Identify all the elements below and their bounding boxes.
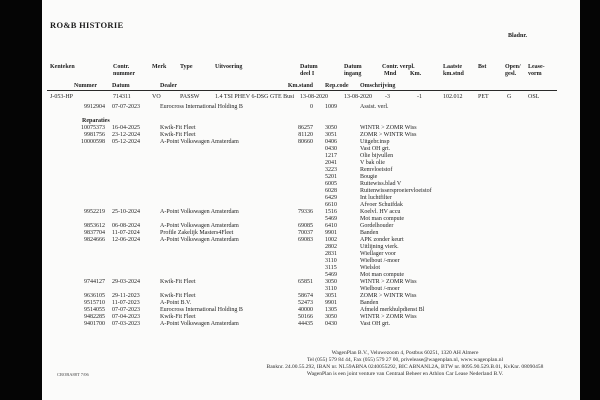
- repair-km-stand: 65851: [298, 278, 313, 285]
- repair-code: 6028: [325, 187, 337, 194]
- form-code: CROBA88T 7/06: [57, 372, 89, 377]
- repair-km-stand: 79336: [298, 208, 313, 215]
- repair-number: 9515710: [84, 299, 105, 306]
- col-nummer: Nummer: [74, 83, 97, 89]
- col-dealer: Dealer: [160, 83, 177, 89]
- repair-description: Wiellager voor: [360, 250, 396, 257]
- repair-line: [0, 321, 600, 328]
- repair-code: 3050: [325, 278, 337, 285]
- contract-leasevorm: OSL: [528, 94, 540, 100]
- repair-date: 12-06-2024: [112, 236, 140, 243]
- repair-dealer: Kwik-Fit Fleet: [160, 278, 196, 285]
- repair-dealer: Kwik-Fit Fleet: [160, 124, 196, 131]
- col-contr-verpl: Contr. verpl.: [382, 64, 415, 70]
- repair-number: 9514055: [84, 306, 105, 313]
- repair-description: Wielslot: [360, 264, 381, 271]
- repair-km-stand: 69083: [298, 236, 313, 243]
- repair-code: 3223: [325, 166, 337, 173]
- repair-code: 2802: [325, 243, 337, 250]
- header-rule: [47, 90, 557, 91]
- footer: [205, 350, 600, 378]
- contract-datum-deel1: 13-08-2020: [300, 94, 328, 100]
- repair-km-stand: 58674: [298, 292, 313, 299]
- repair-code: 3110: [325, 285, 337, 292]
- repair-km-stand: 81120: [298, 131, 313, 138]
- repair-date: 07-04-2023: [112, 313, 140, 320]
- repair-description: Gordelhouder: [360, 222, 394, 229]
- repair-line: [0, 111, 600, 118]
- repair-line: [0, 181, 600, 188]
- col-omschrijving: Omschrijving: [360, 83, 396, 89]
- contract-nummer: 714311: [113, 94, 131, 100]
- repair-code: 3050: [325, 124, 337, 131]
- repair-description: Banden: [360, 299, 379, 306]
- col-open-2: gesl.: [505, 71, 517, 77]
- repair-line: [0, 139, 600, 146]
- col-laatste-2: km.stnd: [443, 71, 464, 77]
- page-number-label: Bladnr.: [508, 33, 527, 39]
- col-km-stand: Km.stand: [287, 83, 313, 89]
- repair-km-stand: 52473: [298, 299, 313, 306]
- repair-date: 25-10-2024: [112, 208, 140, 215]
- repair-date: 29-11-2023: [112, 292, 140, 299]
- col-datum-deel1-1: Datum: [300, 64, 318, 70]
- repair-line: [0, 209, 600, 216]
- repair-line: [0, 286, 600, 293]
- repair-description: Banden: [360, 229, 379, 236]
- repair-code: 3051: [325, 292, 337, 299]
- repair-date: 29-03-2024: [112, 278, 140, 285]
- repair-code: 0430: [325, 320, 337, 327]
- repair-code: 9901: [325, 229, 337, 236]
- repair-line: [0, 244, 600, 251]
- repair-code: 9901: [325, 299, 337, 306]
- col-datum-deel1-2: deel I: [300, 71, 315, 77]
- repair-line: [0, 223, 600, 230]
- repair-line: [0, 300, 600, 307]
- repair-code: 6429: [325, 194, 337, 201]
- repair-date: 07-07-2023: [112, 306, 140, 313]
- contract-datum-ingang: 13-08-2020: [344, 94, 372, 100]
- repair-description: WINTR > ZOMR Wiss: [360, 278, 417, 285]
- repair-date: 23-12-2024: [112, 131, 140, 138]
- repair-number: 10000598: [81, 138, 105, 145]
- repair-description: WINTR > ZOMR Wiss: [360, 313, 417, 320]
- repair-line: [0, 153, 600, 160]
- repair-number: 9912904: [84, 103, 105, 110]
- repair-line: [0, 293, 600, 300]
- repair-code: 0430: [325, 145, 337, 152]
- repair-date: 07-03-2023: [112, 320, 140, 327]
- repair-code: 1305: [325, 306, 337, 313]
- section-label: Reparaties: [82, 117, 110, 124]
- repair-description: WINTR > ZOMR Wiss: [360, 124, 417, 131]
- repair-code: 1217: [325, 152, 337, 159]
- repair-dealer: Kwik-Fit Fleet: [160, 313, 196, 320]
- repair-line: [0, 314, 600, 321]
- col-rep-code: Rep.code: [325, 83, 349, 89]
- repair-lines: [0, 104, 600, 328]
- repair-code: 0406: [325, 138, 337, 145]
- contract-verpl-km: -1: [417, 94, 422, 100]
- repair-line: [0, 188, 600, 195]
- repair-number: 9744127: [84, 278, 105, 285]
- repair-description: Koelvl. HV accu: [360, 208, 401, 215]
- contract-kenteken: J-053-HP: [50, 94, 74, 100]
- col-contr-nummer-2: nummer: [113, 71, 135, 77]
- repair-description: Vast OH grt.: [360, 145, 391, 152]
- repair-km-stand: 44435: [298, 320, 313, 327]
- repair-description: Int luchtfilter: [360, 194, 392, 201]
- repair-code: 3050: [325, 313, 337, 320]
- repair-km-stand: 80660: [298, 138, 313, 145]
- footer-bank: Banknr. 24.00.55.292, IBAN nr. NL59ABNA 0240055292, BIC ABNANL2A, BTW nr. 8095.90.529.B.01, KvKnr. 08090458: [266, 364, 544, 370]
- repair-code: 6410: [325, 222, 337, 229]
- repair-description: Mot man compute: [360, 215, 404, 222]
- repair-dealer: Eurocross International Holding B: [160, 306, 243, 313]
- col-open-1: Open/: [505, 64, 521, 70]
- repair-description: Ruitewiss.blad V: [360, 180, 402, 187]
- repair-code: 5469: [325, 215, 337, 222]
- repair-code: 3110: [325, 257, 337, 264]
- repair-description: Wielbout /-moer: [360, 285, 400, 292]
- col-bst: Bst: [478, 64, 487, 70]
- col-type: Type: [180, 64, 193, 70]
- repair-line: [0, 216, 600, 223]
- repair-code: 1009: [325, 103, 337, 110]
- repair-number: 9981756: [84, 131, 105, 138]
- repair-description: Vast OH grt.: [360, 320, 391, 327]
- repair-code: 1516: [325, 208, 337, 215]
- repair-line: [0, 272, 600, 279]
- repair-description: Afvoer Schuifdak: [360, 201, 403, 208]
- repair-line: [0, 174, 600, 181]
- repair-dealer: Eurocross International Holding B: [160, 103, 243, 110]
- repair-number: 9824666: [84, 236, 105, 243]
- repair-dealer: A-Point Volkswagen Amsterdam: [160, 208, 239, 215]
- repair-dealer: Profile Zakelijk Masters4Fleet: [160, 229, 234, 236]
- repair-description: Bougie: [360, 173, 378, 180]
- repair-line: [0, 258, 600, 265]
- repair-dealer: Kwik-Fit Fleet: [160, 131, 196, 138]
- repair-line: [0, 104, 600, 111]
- repair-dealer: A-Point Volkswagen Amsterdam: [160, 320, 239, 327]
- repair-line: [0, 265, 600, 272]
- repair-line: [0, 125, 600, 132]
- repair-number: 9401700: [84, 320, 105, 327]
- col-lease-2: vorm: [528, 71, 542, 77]
- repair-line: [0, 195, 600, 202]
- repair-description: ZOMR > WINTR Wiss: [360, 292, 417, 299]
- contract-merk: VO: [152, 94, 161, 100]
- repair-description: Ruitenwissersproeiervloeistof: [360, 187, 432, 194]
- repair-date: 05-12-2024: [112, 138, 140, 145]
- col-uitvoering: Uitvoering: [215, 64, 243, 70]
- col-laatste-1: Laatste: [443, 64, 462, 70]
- repair-km-stand: 86257: [298, 124, 313, 131]
- col-verpl-km: Km.: [410, 71, 422, 77]
- repair-line: [0, 202, 600, 209]
- repair-date: 11-07-2023: [112, 299, 140, 306]
- repair-code: 1002: [325, 236, 337, 243]
- document-title: RO&B HISTORIE: [50, 20, 124, 30]
- repair-date: 06-08-2024: [112, 222, 140, 229]
- repair-km-stand: 69085: [298, 222, 313, 229]
- footer-jointventure: WagenPlan is een joint venture van Centraal Beheer en Athlon Car Lease Nederland B.V.: [306, 371, 504, 377]
- col-merk: Merk: [152, 64, 167, 70]
- repair-description: Assist. verl.: [360, 103, 389, 110]
- repair-line: [0, 146, 600, 153]
- repair-line: [0, 237, 600, 244]
- repair-date: 11-07-2024: [112, 229, 140, 236]
- repair-dealer: A-Point Volkswagen Amsterdam: [160, 236, 239, 243]
- repair-number: 10075373: [81, 124, 105, 131]
- repair-description: APK zonder keurt: [360, 236, 404, 243]
- contract-type: PASSW: [180, 94, 200, 100]
- repair-date: 07-07-2023: [112, 103, 140, 110]
- repair-line: [0, 118, 600, 125]
- repair-dealer: A-Point B.V.: [160, 299, 192, 306]
- contract-verpl-mnd: -3: [385, 94, 390, 100]
- repair-description: Mot man compute: [360, 271, 404, 278]
- repair-code: 6610: [325, 201, 337, 208]
- repair-description: Remvloeistof: [360, 166, 393, 173]
- repair-dealer: A-Point Volkswagen Amsterdam: [160, 222, 239, 229]
- repair-line: [0, 307, 600, 314]
- repair-dealer: A-Point Volkswagen Amsterdam: [160, 138, 239, 145]
- repair-date: 16-04-2025: [112, 124, 140, 131]
- col-lease-1: Lease-: [528, 64, 545, 70]
- repair-km-stand: 50166: [298, 313, 313, 320]
- repair-description: V bak olie: [360, 159, 385, 166]
- col-datum-ingang-2: ingang: [344, 71, 362, 77]
- repair-description: Wielbout /-moer: [360, 257, 400, 264]
- footer-contact: Tel (055) 579 84 44, Fax (055) 579 27 00, privelease@wagenplan.nl, www.wagenplan.nl: [306, 357, 503, 363]
- repair-description: Uitlijning vierk.: [360, 243, 399, 250]
- repair-line: [0, 160, 600, 167]
- repair-number: 9853612: [84, 222, 105, 229]
- repair-dealer: Kwik-Fit Fleet: [160, 292, 196, 299]
- col-datum-ingang-1: Datum: [344, 64, 362, 70]
- repair-number: 9636105: [84, 292, 105, 299]
- repair-km-stand: 40000: [298, 306, 313, 313]
- repair-line: [0, 251, 600, 258]
- repair-code: 3115: [325, 264, 337, 271]
- repair-number: 9837704: [84, 229, 105, 236]
- repair-line: [0, 279, 600, 286]
- repair-line: [0, 132, 600, 139]
- repair-km-stand: 0: [310, 103, 313, 110]
- repair-code: 3051: [325, 131, 337, 138]
- contract-laatste-km: 102.012: [443, 94, 463, 100]
- contract-bst: PET: [478, 94, 489, 100]
- repair-km-stand: 70037: [298, 229, 313, 236]
- repair-number: 9952219: [84, 208, 105, 215]
- col-verpl-mnd: Mnd: [384, 71, 397, 77]
- col-kenteken: Kenteken: [50, 64, 75, 70]
- repair-code: 5469: [325, 271, 337, 278]
- repair-line: [0, 167, 600, 174]
- contract-uitvoering: 1.4 TSI PHEV 6-DSG GTE Busi: [215, 94, 295, 100]
- col-contr-nummer-1: Contr.: [113, 64, 130, 70]
- repair-description: Uitgebr.insp: [360, 138, 390, 145]
- repair-number: 9482285: [84, 313, 105, 320]
- col-datum: Datum: [112, 83, 130, 89]
- repair-line: [0, 230, 600, 237]
- repair-code: 2831: [325, 250, 337, 257]
- repair-code: 2041: [325, 159, 337, 166]
- contract-open-gesl: G: [507, 94, 512, 100]
- repair-description: Olie bijvullen: [360, 152, 394, 159]
- repair-description: Afmeld merkhulpdienst Bl: [360, 306, 425, 313]
- repair-code: 6005: [325, 180, 337, 187]
- footer-address: WagenPlan B.V., Veluwezoom 4, Postbus 60251, 1320 AH Almere: [331, 350, 479, 356]
- repair-code: 5201: [325, 173, 337, 180]
- repair-description: ZOMR > WINTR Wiss: [360, 131, 417, 138]
